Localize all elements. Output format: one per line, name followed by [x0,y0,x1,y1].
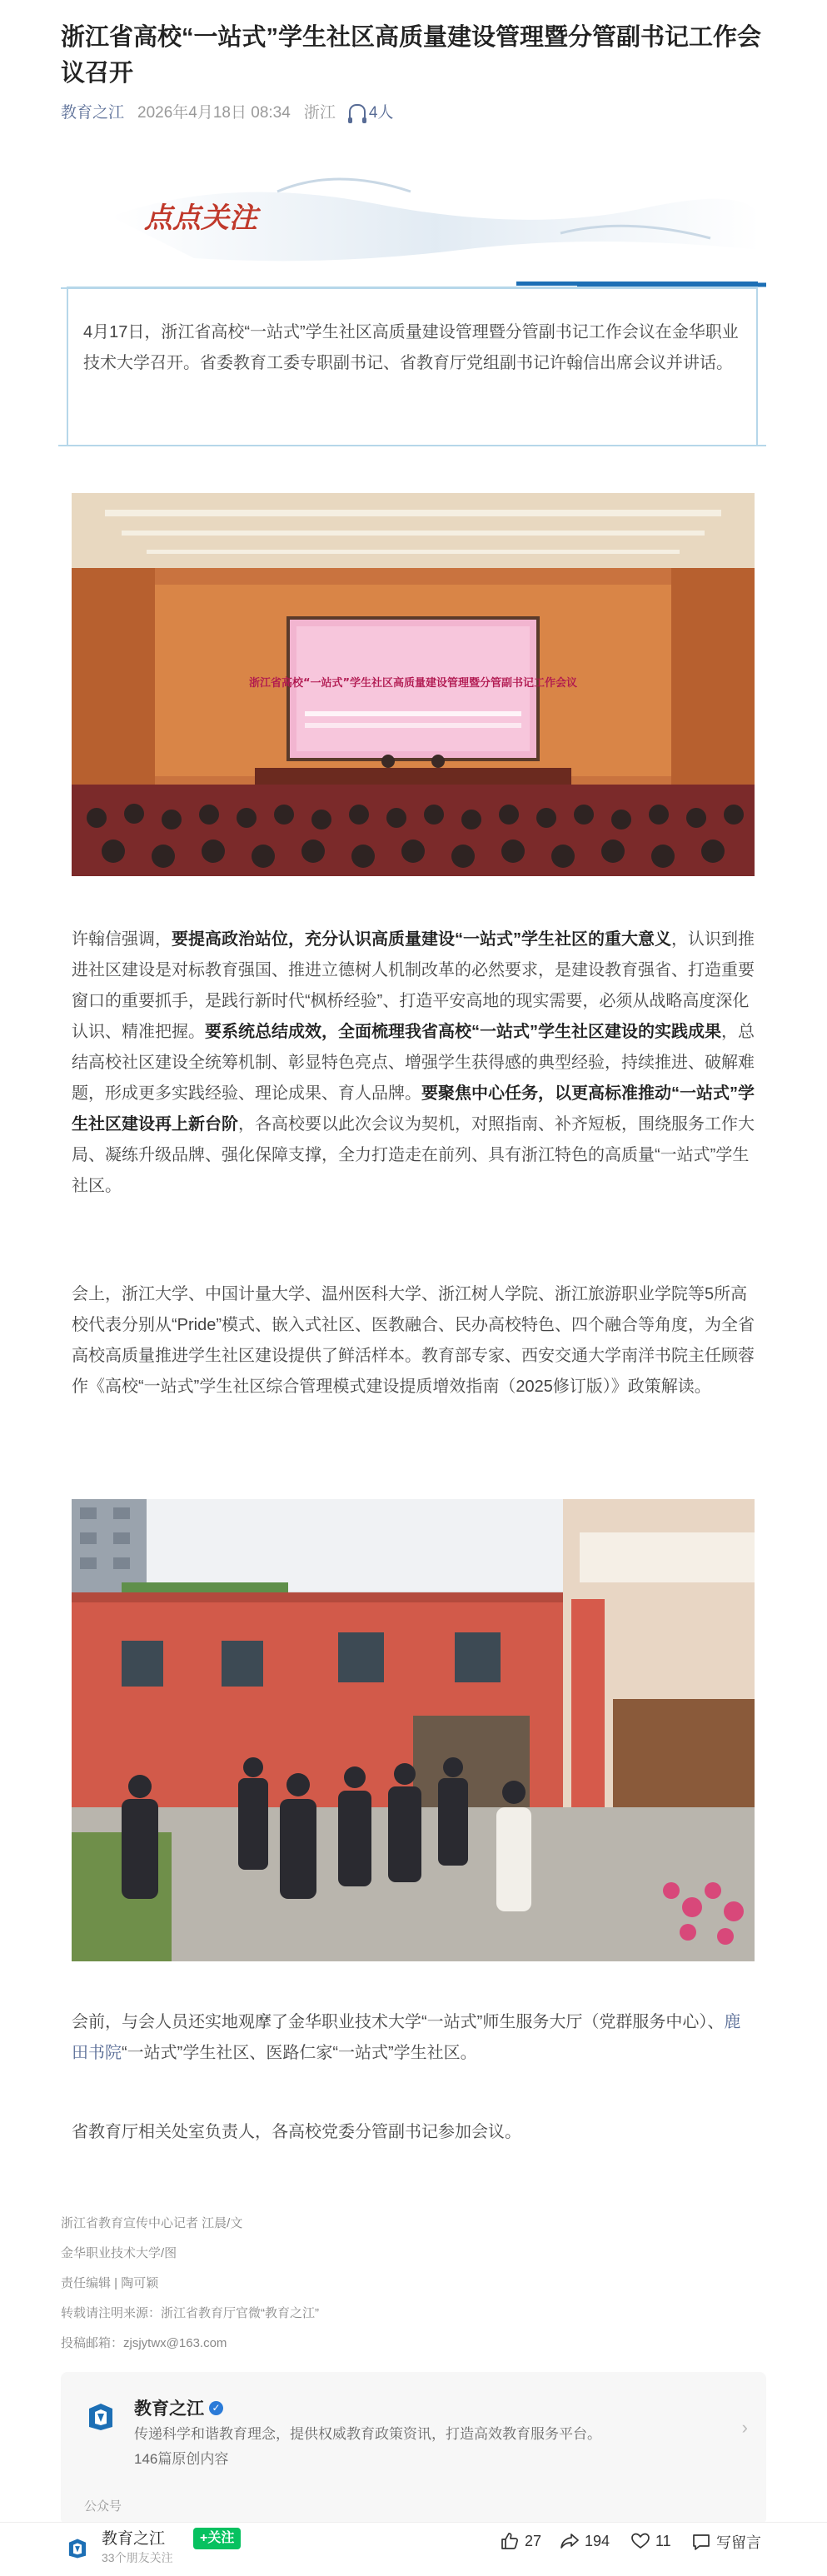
para3-text-b: “一站式”学生社区、医路仁家“一站式”学生社区。 [122,2044,477,2062]
follow-button[interactable]: +关注 [193,2528,241,2549]
comment-label: 写留言 [716,2534,761,2551]
recommend-button[interactable] [630,2531,671,2551]
comment-button[interactable] [691,2531,761,2553]
paragraph-attendees: 省教育厅相关处室负责人，各高校党委分管副书记参加会议。 [72,2123,521,2141]
recommend-count: 11 [655,2532,671,2549]
card-account-name-text: 教育之江 [134,2399,204,2419]
card-footer-label: 公众号 [84,2499,122,2514]
follow-banner [61,158,766,291]
card-post-count: 146篇原创内容 [134,2451,229,2467]
bottom-account-name[interactable]: 教育之江 [102,2530,166,2548]
credit-line: 转载请注明来源：浙江省教育厅官微“教育之江” [61,2306,319,2320]
bottom-action-bar [0,2522,827,2576]
para1-bold-1: 要提高政治站位，充分认识高质量建设“一站式”学生社区的重大意义 [172,930,671,949]
thumbs-up-icon [500,2531,520,2551]
para1-text-e: ，总结高校社区建设全统筹机制、彰显特色亮点、增强学生获得感的典型经验，持续推进、破解难题，形成更多实践经验、理论成果、育人品牌。 [72,1023,755,1103]
para1-text-a: 许翰信强调， [72,930,172,949]
verified-icon: ✓ [209,2401,223,2415]
heart-icon [630,2531,650,2551]
article-credits [61,2209,319,2359]
paragraph-visit [72,2007,756,2069]
credit-line: 浙江省教育宣传中心记者 江晨/文 [61,2216,243,2230]
article-meta [61,100,393,122]
publish-location: 浙江 [303,104,336,122]
paragraph-meeting: 会上，浙江大学、中国计量大学、温州医科大学、浙江树人学院、浙江旅游职业学院等5所高校代表分别从“Pride”模式、嵌入式社区、医教融合、民办高校特色、四个融合等角度，为全省高校高质量推进学生社区建设提供了鲜活样本。教育部专家、西安交通大学南洋书院主任顾蓉作《高校“一站式”学生社区综合管理模式建设提质增效指南（2025修订版）》政策解读。 [72,1285,755,1396]
para1-text-c: ，认识到推进社区建设是对标教育强国、推进立德树人机制改革的必然要求，是建设教育强省、打造重要窗口的重要抓手，是践行新时代“枫桥经验”、打造平安高地的现实需要，必须从战略高度深化认识、精准把握。 [72,930,755,1041]
paragraph-speech [72,924,756,1202]
account-logo-icon [86,2402,116,2432]
credit-line: 责任编辑 | 陶可颖 [61,2276,159,2290]
site-visit-photo[interactable] [72,1499,755,1961]
para1-text-g: ，各高校要以此次会议为契机，对照指南、补齐短板，围绕服务工作大局、凝练升级品牌、强化保障支撑，全力打造走在前列、具有浙江特色的高质量“一站式”学生社区。 [72,1115,755,1195]
account-logo-icon [67,2538,88,2559]
headphone-icon [349,104,366,119]
intro-box [67,286,758,446]
chevron-right-icon: › [741,2417,748,2438]
para3-text-a: 会前，与会人员还实地观摩了金华职业技术大学“一站式”师生服务大厅（党群服务中心）、 [72,2013,725,2031]
publish-time: 2026年4月18日 08:34 [137,104,291,122]
para1-bold-2: 要系统总结成效，全面梳理我省高校“一站式”学生社区建设的实践成果 [205,1023,721,1041]
article-title: 浙江省高校“一站式”学生社区高质量建设管理暨分管副书记工作会议召开 [61,24,762,87]
luyuan-academy-link[interactable]: 鹿田书院 [72,2013,741,2062]
para1-bold-3: 要聚焦中心任务，以更高标准推动“一站式”学生社区建设再上新台阶 [72,1084,755,1134]
conference-photo[interactable] [72,493,755,876]
comment-icon [691,2532,711,2552]
credit-line: 金华职业技术大学/图 [61,2246,177,2260]
like-count: 27 [525,2532,542,2549]
card-description: 传递科学和谐教育理念，提供权威教育政策资讯，打造高效教育服务平台。 [134,2426,601,2442]
screen-title: 浙江省高校“一站式”学生社区高质量建设管理暨分管副书记工作会议 [248,677,578,690]
share-count: 194 [585,2532,610,2549]
friends-following-count: 33个朋友关注 [102,2551,173,2564]
share-icon [560,2531,580,2551]
card-account-name [134,2395,223,2420]
intro-text: 4月17日，浙江省高校“一站式”学生社区高质量建设管理暨分管副书记工作会议在金华职业技术大学召开。省委教育工委专职副书记、省教育厅党组副书记许翰信出席会议并讲话。 [83,323,739,372]
listen-count[interactable] [349,100,394,122]
like-button[interactable] [500,2531,541,2551]
intro-accent-bar [516,282,758,286]
share-button[interactable] [560,2531,610,2551]
banner-text: 点点关注 [144,203,257,234]
listen-count-label: 4人 [368,104,394,122]
credit-line: 投稿邮箱：zjsjytwx@163.com [61,2336,227,2350]
account-card[interactable] [61,2372,766,2525]
account-link[interactable]: 教育之江 [61,104,125,122]
